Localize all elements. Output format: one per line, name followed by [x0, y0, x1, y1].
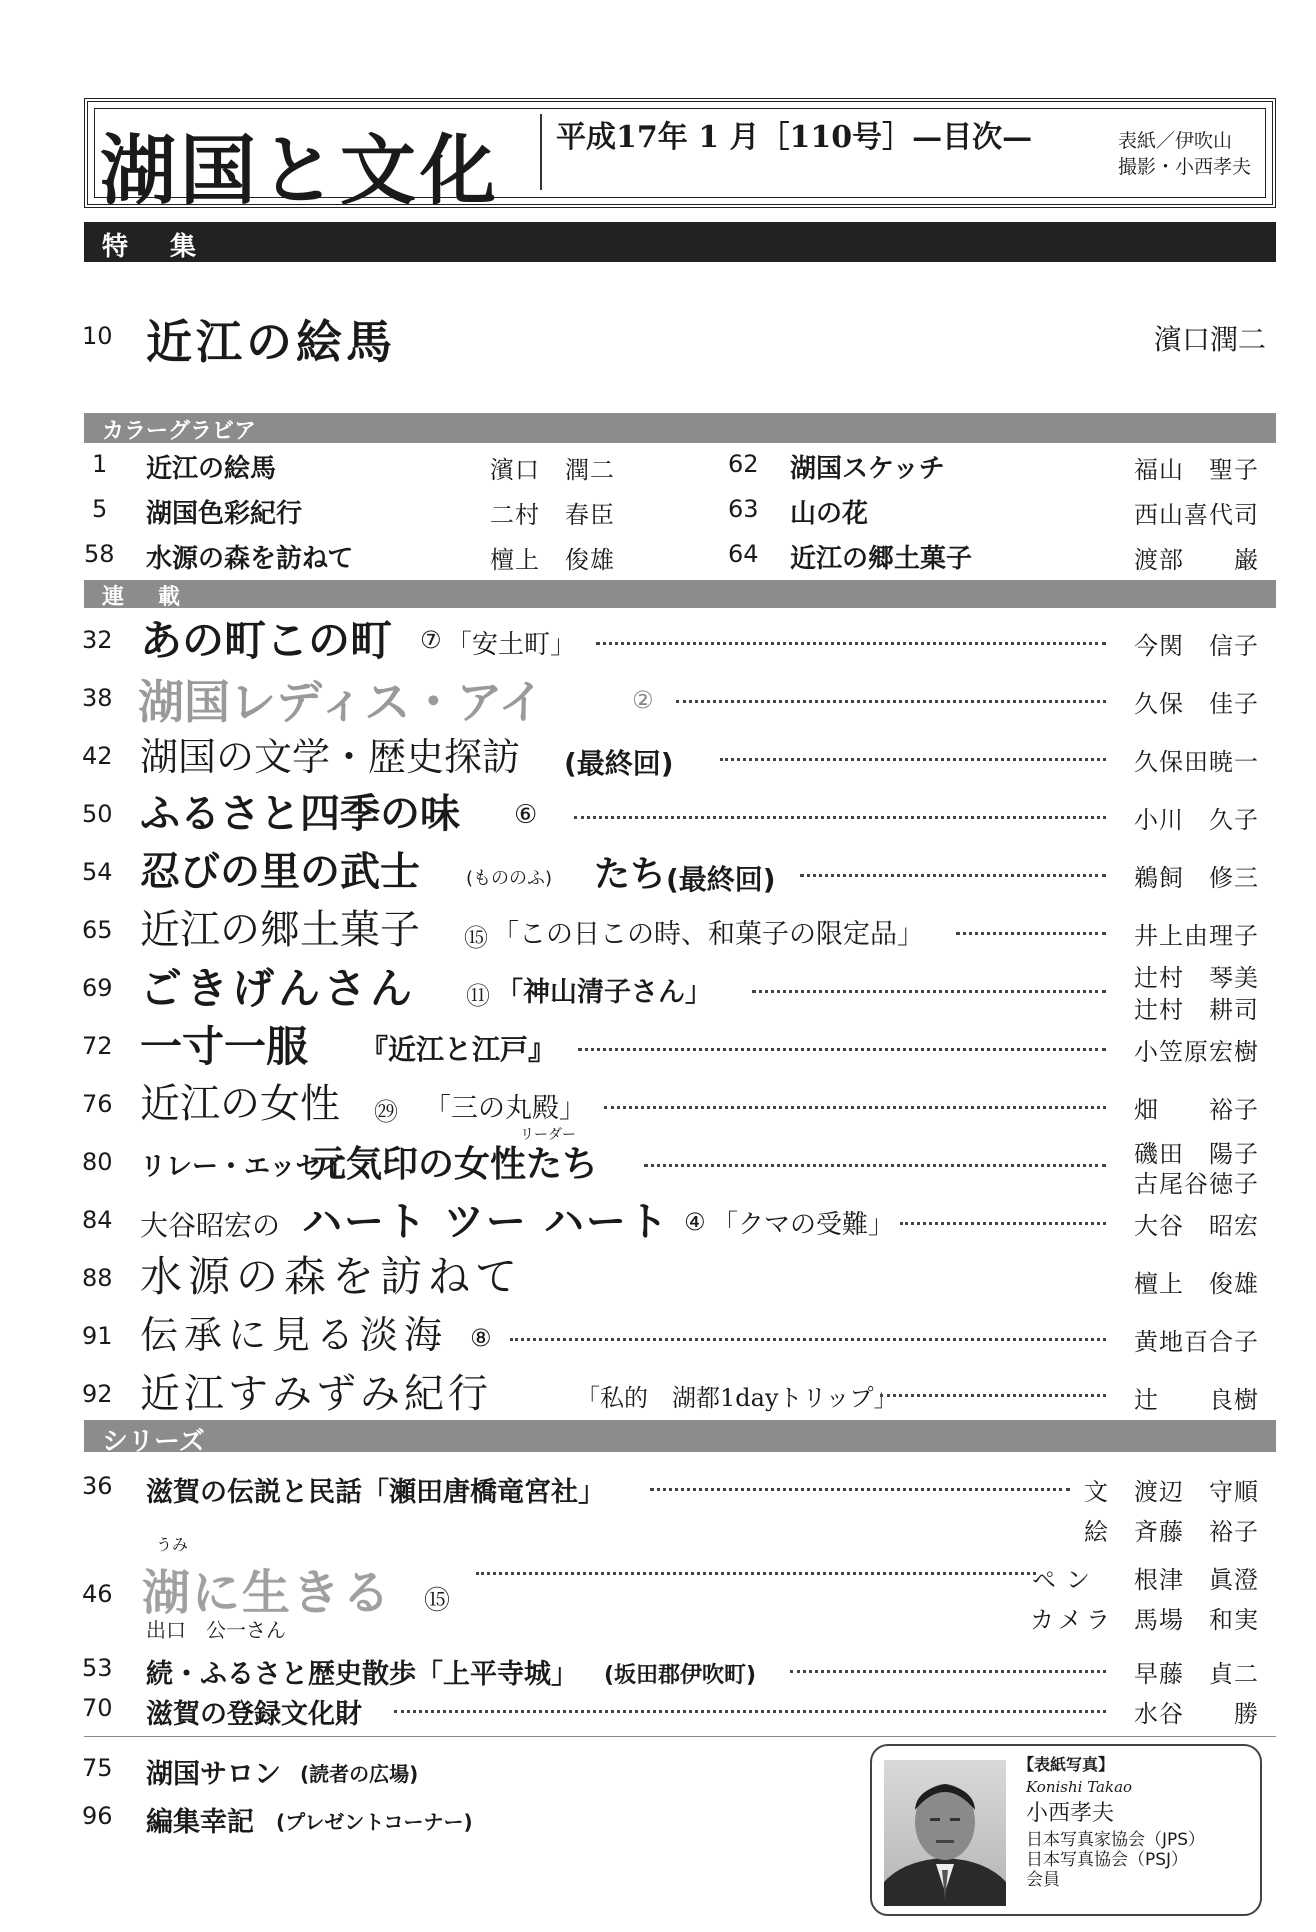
- gravure-title: 近江の郷土菓子: [790, 544, 973, 574]
- series-author: 渡辺 守順: [1134, 1478, 1259, 1506]
- cover-credit-line: 撮影・小西孝夫: [1118, 156, 1252, 178]
- section-bar-color-gravure: [84, 413, 1276, 443]
- feature-author: 濱口潤二: [1154, 323, 1267, 356]
- gravure-author: 西山喜代司: [1134, 501, 1259, 529]
- series-subtitle: (最終回): [564, 747, 674, 780]
- photographer-name: 小西孝夫: [1026, 1801, 1115, 1826]
- leader-dots: [394, 1710, 1106, 1713]
- title-ruby: リーダー: [520, 1127, 576, 1143]
- series-author: 根津 眞澄: [1134, 1566, 1259, 1594]
- masthead-divider: [540, 114, 542, 190]
- series-author: 久保 佳子: [1134, 690, 1259, 718]
- leader-dots: [956, 932, 1106, 935]
- leader-dots: [574, 816, 1106, 819]
- series-author: 今関 信子: [1134, 632, 1259, 660]
- editor-note-title: 編集幸記: [146, 1807, 254, 1838]
- page-number: 92: [82, 1380, 113, 1408]
- magazine-title: 湖国と文化: [100, 126, 500, 215]
- section-label: シリーズ: [102, 1427, 205, 1457]
- series-subtitle: 「クマの受難」: [712, 1210, 895, 1240]
- installment-number: ④: [684, 1208, 706, 1236]
- series-subtitle: (最終回): [666, 863, 776, 896]
- series-author: 辻 良樹: [1134, 1386, 1259, 1414]
- page-number: 5: [92, 495, 108, 523]
- series-author: 磯田 陽子: [1134, 1140, 1259, 1168]
- gravure-author: 二村 春臣: [490, 501, 615, 529]
- series-subtitle: 「神山清子さん」: [496, 977, 712, 1008]
- page-number: 91: [82, 1322, 113, 1350]
- series-title: 続・ふるさと歴史散歩「上平寺城」: [146, 1659, 578, 1690]
- series-title: あの町この町: [140, 616, 393, 665]
- page-number: 70: [82, 1694, 113, 1722]
- feature-title: 近江の絵馬: [146, 315, 396, 369]
- gravure-author: 福山 聖子: [1134, 456, 1259, 484]
- page-number: 76: [82, 1090, 113, 1118]
- series-title: 忍びの里の武士: [140, 848, 420, 895]
- series-subtitle: 「三の丸殿」: [424, 1093, 586, 1124]
- leader-dots: [510, 1338, 1106, 1341]
- series-title: 湖国の文学・歴史探訪: [140, 735, 521, 779]
- title-ruby: うみ: [156, 1535, 189, 1554]
- series-subtitle: 『近江と江戸』: [360, 1033, 557, 1066]
- cover-credit: [1118, 128, 1251, 180]
- page-number: 53: [82, 1654, 113, 1682]
- page-number: 58: [84, 540, 115, 568]
- leader-dots: [676, 700, 1106, 703]
- page-number: 75: [82, 1754, 113, 1782]
- affiliation-line: 日本写真協会（PSJ）: [1026, 1850, 1189, 1870]
- affiliation-line: 日本写真家協会（JPS）: [1026, 1830, 1206, 1850]
- series-title: 水源の森を訪ねて: [140, 1252, 523, 1301]
- page-number: 96: [82, 1802, 113, 1830]
- series-subtitle: 「この日この時、和菓子の限定品」: [492, 919, 924, 950]
- section-bar-tokushu: [84, 222, 1276, 262]
- section-bar-series: [84, 1420, 1276, 1457]
- leader-dots: [720, 758, 1106, 761]
- page-number: 54: [82, 858, 113, 886]
- installment-number: ⑮: [424, 1586, 451, 1616]
- section-bar-rensai: [84, 580, 1276, 608]
- series-title: 湖国レディス・アイ: [138, 675, 545, 729]
- page-number: 84: [82, 1206, 113, 1234]
- installment-number: ㉙: [374, 1098, 398, 1126]
- page-number: 38: [82, 684, 113, 712]
- leader-dots: [644, 1164, 1106, 1167]
- salon-subtitle: (読者の広場): [300, 1762, 419, 1786]
- series-author: 久保田暁一: [1134, 748, 1259, 776]
- gravure-title: 近江の絵馬: [146, 454, 277, 484]
- series-author: 早藤 貞二: [1134, 1660, 1259, 1688]
- credit-role: カメラ: [1030, 1606, 1114, 1634]
- page-number: 32: [82, 626, 113, 654]
- series-author: 畑 裕子: [1134, 1096, 1259, 1124]
- series-title: 滋賀の登録文化財: [146, 1699, 362, 1730]
- issue-info: 平成17年 1 月［110号］—目次—: [556, 120, 1033, 155]
- credit-role: 文: [1084, 1478, 1108, 1506]
- leader-dots: [752, 990, 1106, 993]
- page-number: 36: [82, 1472, 113, 1500]
- page-number: 63: [728, 495, 759, 523]
- page-number: 65: [82, 916, 113, 944]
- series-title: ハート ツー ハート: [302, 1199, 670, 1245]
- series-author: 檀上 俊雄: [1134, 1270, 1259, 1298]
- series-prefix: リレー・エッセイ: [140, 1152, 347, 1182]
- series-title: ごきげんさん: [140, 964, 417, 1013]
- affiliation-line: 会員: [1026, 1870, 1060, 1890]
- page-number: 50: [82, 800, 113, 828]
- installment-number: ⑦: [420, 626, 442, 654]
- editor-note-subtitle: (プレゼントコーナー): [276, 1810, 473, 1834]
- series-author: 辻村 耕司: [1134, 996, 1259, 1024]
- page-number: 1: [92, 450, 108, 478]
- series-title: 近江すみずみ紀行: [140, 1371, 492, 1417]
- divider: [84, 1736, 1276, 1737]
- series-title: 伝承に見る淡海: [140, 1313, 449, 1357]
- series-title: 一寸一服: [140, 1022, 309, 1071]
- series-title: 元気印の女性たち: [310, 1143, 599, 1185]
- gravure-author: 渡部 巌: [1134, 546, 1259, 574]
- cover-photo-label: 【表紙写真】: [1018, 1755, 1115, 1774]
- page-number: 80: [82, 1148, 113, 1176]
- series-title-continued: たち: [594, 853, 667, 895]
- subject-name: 出口 公一さん: [146, 1618, 286, 1642]
- leader-dots: [880, 1394, 1106, 1397]
- series-subtitle: 「安土町」: [446, 630, 577, 660]
- series-author: 鵜飼 修三: [1134, 864, 1259, 892]
- series-author: 斉藤 裕子: [1134, 1518, 1259, 1546]
- series-subtitle: 「私的 湖都1dayトリップ」: [576, 1384, 898, 1412]
- installment-number: ⑪: [466, 982, 490, 1010]
- series-author: 大谷 昭宏: [1134, 1212, 1259, 1240]
- section-label: 連 載: [102, 585, 187, 610]
- gravure-title: 湖国スケッチ: [790, 454, 945, 484]
- series-author: 小川 久子: [1134, 806, 1259, 834]
- series-title: 湖に生きる: [142, 1565, 393, 1621]
- installment-number: ②: [632, 686, 654, 714]
- page-number: 10: [82, 322, 113, 350]
- section-label: 特 集: [102, 232, 205, 262]
- leader-dots: [650, 1488, 1070, 1491]
- salon-title: 湖国サロン: [146, 1759, 281, 1790]
- leader-dots: [578, 1048, 1106, 1051]
- gravure-title: 湖国色彩紀行: [146, 499, 303, 529]
- series-title: ふるさと四季の味: [140, 790, 460, 837]
- page-number: 64: [728, 540, 759, 568]
- series-author: 古尾谷徳子: [1134, 1170, 1259, 1198]
- credit-role: ペン: [1032, 1566, 1100, 1594]
- series-title: 近江の郷土菓子: [140, 907, 420, 953]
- series-prefix: 大谷昭宏の: [140, 1209, 281, 1242]
- installment-number: ⑮: [464, 924, 488, 952]
- gravure-title: 山の花: [790, 499, 869, 529]
- series-author: 小笠原宏樹: [1134, 1038, 1259, 1066]
- page-number: 62: [728, 450, 759, 478]
- leader-dots: [790, 1670, 1106, 1673]
- photographer-romaji: Konishi Takao: [1026, 1778, 1133, 1796]
- gravure-title: 水源の森を訪ねて: [146, 544, 354, 574]
- portrait-figure: [884, 1760, 1006, 1906]
- section-label: カラーグラビア: [102, 419, 257, 444]
- page-number: 42: [82, 742, 113, 770]
- photographer-portrait: [884, 1760, 1006, 1906]
- leader-dots: [596, 642, 1106, 645]
- series-author: 水谷 勝: [1134, 1700, 1259, 1728]
- leader-dots: [476, 1572, 1036, 1575]
- gravure-author: 檀上 俊雄: [490, 546, 615, 574]
- page-number: 88: [82, 1264, 113, 1292]
- page-number: 69: [82, 974, 113, 1002]
- page-number: 46: [82, 1580, 113, 1608]
- series-author: 井上由理子: [1134, 922, 1259, 950]
- leader-dots: [900, 1222, 1106, 1225]
- cover-credit-line: 表紙／伊吹山: [1118, 130, 1233, 152]
- installment-number: ⑥: [514, 800, 538, 830]
- series-title: 滋賀の伝説と民話「瀬田唐橋竜宮社」: [146, 1477, 605, 1508]
- series-title: 近江の女性: [140, 1081, 340, 1127]
- series-author: 黄地百合子: [1134, 1328, 1259, 1356]
- leader-dots: [604, 1106, 1106, 1109]
- series-author: 辻村 琴美: [1134, 964, 1259, 992]
- series-author: 馬場 和実: [1134, 1606, 1259, 1634]
- gravure-author: 濱口 潤二: [490, 456, 615, 484]
- credit-role: 絵: [1084, 1518, 1108, 1546]
- leader-dots: [800, 874, 1106, 877]
- photographer-affiliations: [1026, 1830, 1205, 1890]
- series-subtitle: (坂田郡伊吹町): [604, 1663, 757, 1688]
- page-number: 72: [82, 1032, 113, 1060]
- installment-number: ⑧: [470, 1324, 492, 1352]
- title-ruby: (もののふ): [466, 868, 553, 889]
